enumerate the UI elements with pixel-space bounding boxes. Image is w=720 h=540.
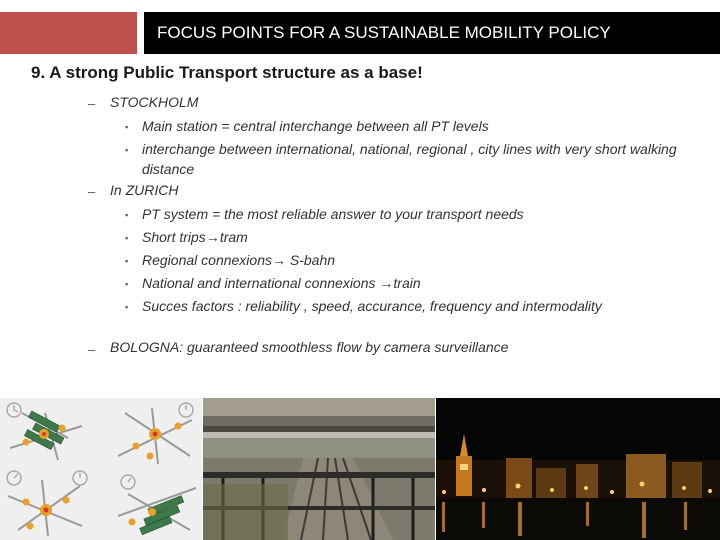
dash-bullet: – <box>88 342 96 357</box>
stockholm-item-2: interchange between international, national, regional , city lines with very short walking distance <box>142 141 677 177</box>
item-text: Regional connexions <box>142 252 272 268</box>
item-text: S-bahn <box>285 252 336 268</box>
square-bullet: ▪ <box>125 279 129 289</box>
item-text: National and international connexions <box>142 275 380 291</box>
stockholm-item-1: Main station = central interchange between all PT levels <box>142 118 489 134</box>
item-text: train <box>393 275 421 291</box>
square-bullet: ▪ <box>125 145 129 155</box>
zurich-night-photo <box>436 398 720 540</box>
item-text: Short trips <box>142 229 206 245</box>
railway-bridge-photo <box>203 398 435 540</box>
square-bullet: ▪ <box>125 233 129 243</box>
square-bullet: ▪ <box>125 210 129 220</box>
arrow-icon: → <box>271 252 286 268</box>
zurich-item-3 <box>142 250 702 270</box>
arrow-icon: → <box>205 229 220 245</box>
square-bullet: ▪ <box>125 122 129 132</box>
stockholm-label: STOCKHOLM <box>110 94 199 110</box>
zurich-item-4 <box>142 273 702 293</box>
zurich-item-5: Succes factors : reliability , speed, accurance, frequency and intermodality <box>142 298 602 314</box>
bologna-label: BOLOGNA: guaranteed smoothless flow by camera surveillance <box>110 339 509 355</box>
dash-bullet: – <box>88 96 96 111</box>
zurich-item-1: PT system = the most reliable answer to your transport needs <box>142 206 524 222</box>
zurich-item-2 <box>142 227 702 247</box>
square-bullet: ▪ <box>125 302 129 312</box>
dash-bullet: – <box>88 184 96 199</box>
slide-heading: 9. A strong Public Transport structure as a base! <box>31 63 423 82</box>
item-text: tram <box>219 229 248 245</box>
network-diagram-image <box>0 398 202 540</box>
slide-title: FOCUS POINTS FOR A SUSTAINABLE MOBILITY POLICY <box>144 12 720 54</box>
accent-block <box>0 12 137 54</box>
square-bullet: ▪ <box>125 256 129 266</box>
zurich-label: In ZURICH <box>110 182 179 198</box>
arrow-icon: → <box>379 275 394 291</box>
